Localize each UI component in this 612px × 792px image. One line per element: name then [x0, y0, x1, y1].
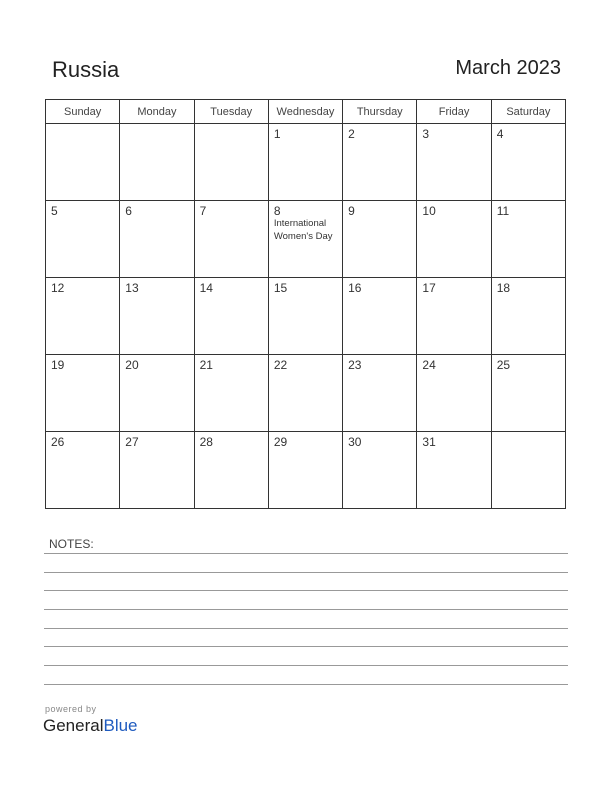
day-number: 7: [199, 204, 207, 218]
day-cell: [417, 355, 491, 432]
day-cell: [120, 432, 194, 509]
day-cell: [417, 432, 491, 509]
day-cell: [194, 355, 268, 432]
note-line: [44, 684, 568, 685]
day-cell: [343, 124, 417, 201]
day-cell: [268, 124, 342, 201]
day-number: 11: [496, 204, 510, 218]
day-cell: [46, 355, 120, 432]
day-cell: [491, 278, 565, 355]
day-cell: [46, 124, 120, 201]
weekday-sunday: Sunday: [46, 100, 120, 124]
day-number: 27: [125, 435, 139, 449]
day-number: 8: [273, 204, 281, 218]
day-cell: [194, 124, 268, 201]
day-number: 22: [273, 358, 288, 372]
brand-blue: Blue: [103, 716, 138, 735]
day-cell: [46, 201, 120, 278]
weekday-friday: Friday: [417, 100, 491, 124]
day-number: 19: [51, 358, 65, 372]
day-cell: [343, 432, 417, 509]
weekday-tuesday: Tuesday: [194, 100, 268, 124]
day-number: 29: [273, 435, 288, 449]
day-cell: [120, 124, 194, 201]
day-cell: [343, 201, 417, 278]
day-number: 4: [496, 127, 504, 141]
day-cell: [120, 278, 194, 355]
day-number: 16: [348, 281, 362, 295]
day-number: 31: [422, 435, 436, 449]
day-number: 5: [51, 204, 58, 218]
day-number: 14: [199, 281, 213, 295]
day-cell: [491, 201, 565, 278]
day-number: 18: [496, 281, 511, 295]
day-number: 12: [51, 281, 65, 295]
holiday-label: International Women's Day: [273, 218, 333, 242]
note-line: [44, 665, 568, 666]
day-number: 24: [422, 358, 436, 372]
day-cell: [120, 201, 194, 278]
day-number: 13: [125, 281, 139, 295]
day-number: 26: [51, 435, 65, 449]
weekday-thursday: Thursday: [343, 100, 417, 124]
weekday-wednesday: Wednesday: [268, 100, 342, 124]
week-row: [46, 355, 566, 432]
day-cell: [417, 201, 491, 278]
day-cell: [194, 432, 268, 509]
day-number: 2: [348, 127, 355, 141]
day-cell: [46, 278, 120, 355]
day-number: 30: [348, 435, 362, 449]
weekday-saturday: Saturday: [491, 100, 565, 124]
day-number: 17: [422, 281, 436, 295]
day-cell: [268, 432, 342, 509]
day-number: 10: [422, 204, 436, 218]
day-number: 28: [199, 435, 213, 449]
day-cell: [268, 201, 342, 278]
day-number: 25: [496, 358, 511, 372]
month-title: March 2023: [455, 57, 561, 79]
day-number: 21: [199, 358, 213, 372]
day-cell: [194, 201, 268, 278]
day-number: 20: [125, 358, 139, 372]
day-cell: [343, 355, 417, 432]
country-title: Russia: [52, 57, 120, 82]
powered-by-text: powered by: [45, 704, 97, 714]
day-number: 3: [422, 127, 430, 141]
day-number: 23: [348, 358, 362, 372]
note-line: [44, 646, 568, 647]
calendar-grid: [45, 99, 566, 509]
week-row: [46, 124, 566, 201]
day-cell: [491, 432, 565, 509]
day-number: 6: [125, 204, 132, 218]
notes-label: NOTES:: [49, 537, 94, 551]
day-cell: [268, 278, 342, 355]
weekday-monday: Monday: [120, 100, 194, 124]
brand-logo: [43, 716, 138, 736]
day-cell: [46, 432, 120, 509]
day-cell: [491, 124, 565, 201]
note-line: [44, 628, 568, 629]
day-cell: [343, 278, 417, 355]
day-cell: [120, 355, 194, 432]
note-line: [44, 572, 568, 573]
day-cell: [491, 355, 565, 432]
day-number: 9: [348, 204, 355, 218]
day-cell: [194, 278, 268, 355]
day-cell: [417, 124, 491, 201]
note-line: [44, 590, 568, 591]
week-row: [46, 278, 566, 355]
day-cell: [268, 355, 342, 432]
weekday-header-row: [46, 100, 566, 124]
brand-general: General: [43, 716, 104, 735]
note-line: [44, 553, 568, 554]
day-number: 1: [273, 127, 281, 141]
week-row: [46, 432, 566, 509]
note-line: [44, 609, 568, 610]
day-number: 15: [273, 281, 288, 295]
day-cell: [417, 278, 491, 355]
week-row: [46, 201, 566, 278]
